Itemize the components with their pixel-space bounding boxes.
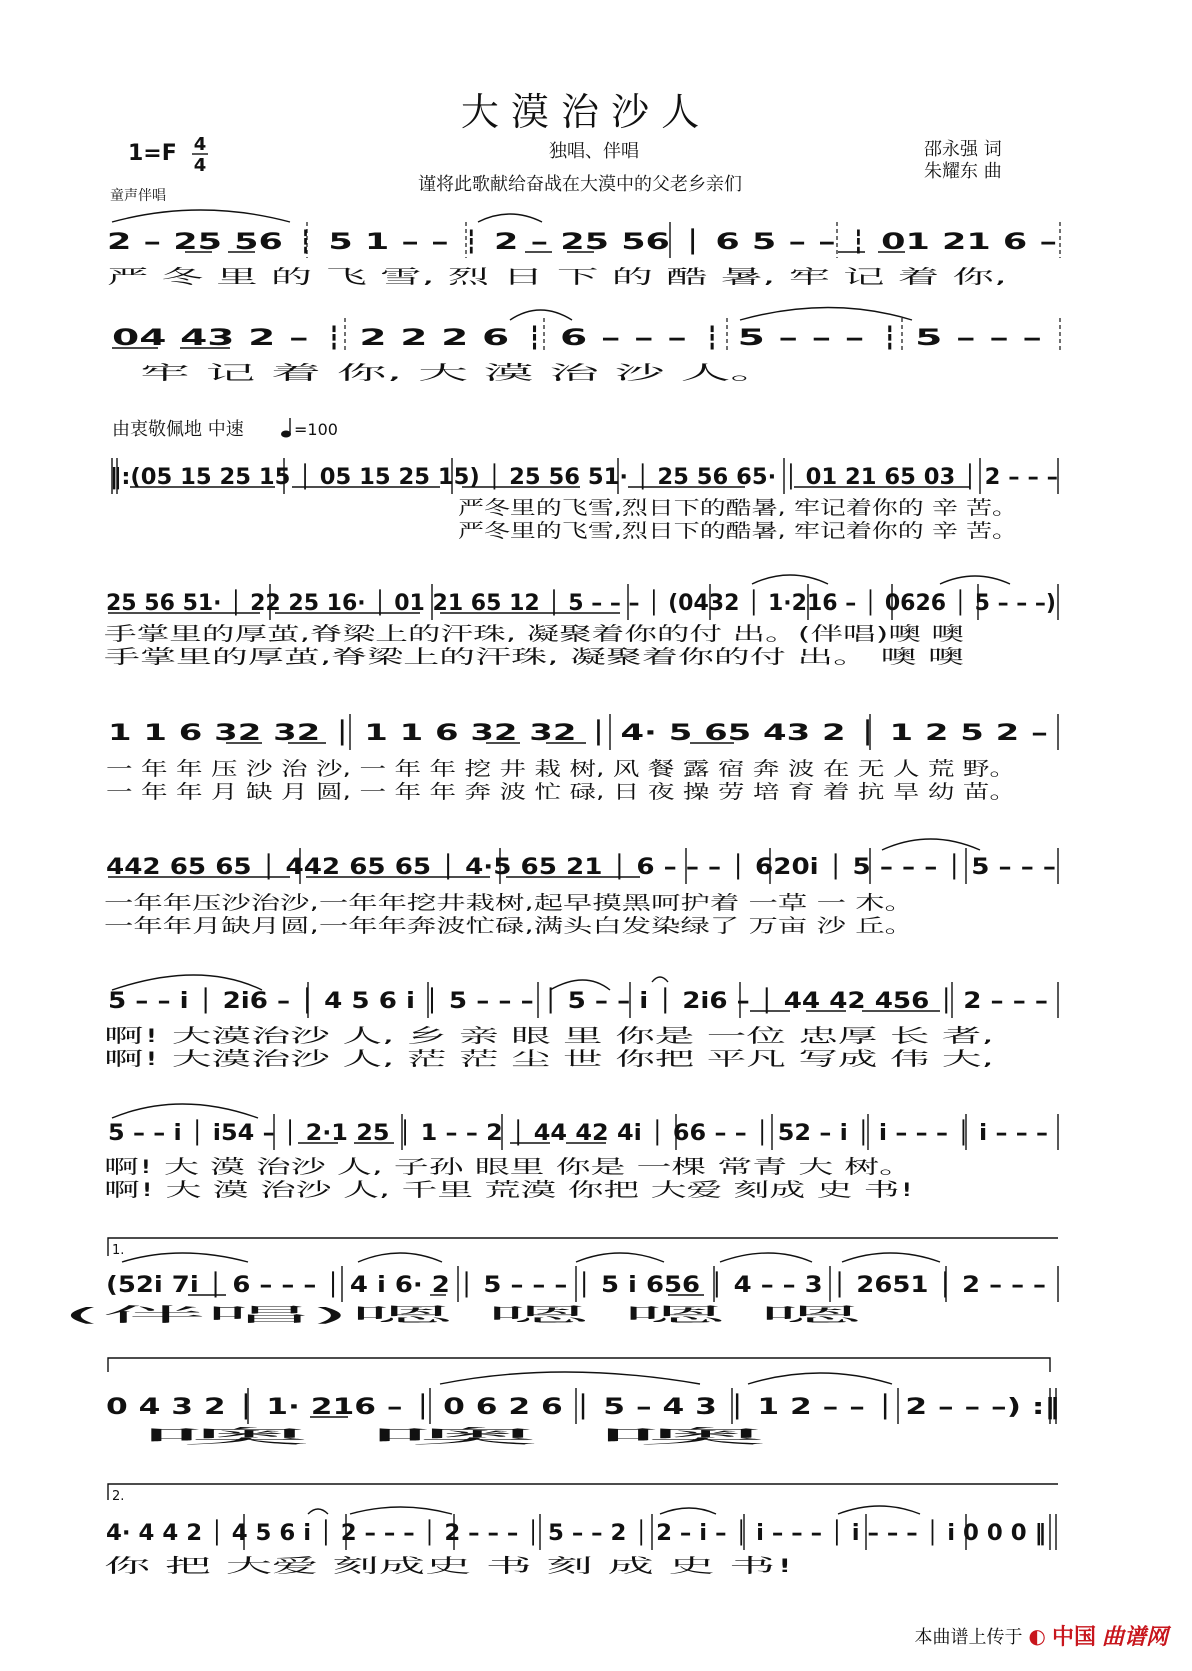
system-11-volta-2 [104,1484,1058,1577]
tempo-bpm: =100 [294,420,338,439]
lyrics-line-1: 一 年 年 压 沙 治 沙, 一 年 年 挖 井 栽 树, 风 餐 露 宿 奔 波 在 无 人 荒 野。 [106,758,758,780]
system-5 [106,714,1058,803]
notation-line: (52i 7i │ 6 – – – │ 4 i 6· 2 │ 5 – – – │ 5 i 656 │ 4 – – 3 │ 2651 │ 2 – – – [106,1273,905,1298]
brand-prefix: 中国 [1051,1625,1096,1650]
system-7 [104,975,1058,1070]
system-6 [104,839,1058,937]
song-title: 大 漠 治 沙 人 [460,90,700,134]
brand-suffix: 曲谱网 [1101,1625,1168,1650]
system-10 [106,1358,1060,1448]
lyrics-line: 噢 噢 噢 [138,1426,768,1448]
lyrics-line-2: 啊! 大漠治沙 人, 茫 茫 尘 世 你把 平凡 写成 伟 大, [104,1048,995,1070]
system-4 [104,575,1058,668]
notation-line: 1 1 6 32 32 │ 1 1 6 32 32 │ 4· 5 65 43 2 │ 1 2 5 2 – [108,721,719,746]
lyrics-line-1: 啊! 大 漠 治沙 人, 子孙 眼里 你是 一棵 常青 大 树。 [104,1156,914,1178]
notation-line: 4· 4 4 2 │ 4 5 6 i │ 2 – – – │ 2 – – – │ 5 – – 2 │ 2 – i – │ i – – – │ i – – – │ i 0 0 0 ‖ [106,1521,1012,1546]
performance-type: 独唱、伴唱 [549,141,639,162]
system-9-volta-1 [62,1238,1058,1326]
system-1 [107,210,1060,288]
system-3 [110,458,1058,542]
time-signature-bottom: 4 [193,155,207,176]
lyrics-line-1: 手掌里的厚茧,脊梁上的汗珠, 凝聚着你的付 出。(伴唱)噢 噢 [104,623,964,645]
tempo-expression: 由衷敬佩地 中速 [112,419,244,440]
dedication: 谨将此歌献给奋战在大漠中的父老乡亲们 [418,174,742,195]
upload-footer [915,1620,1168,1651]
lyrics-line: (伴唱)嗯 嗯 嗯 嗯 [62,1304,868,1326]
notation-line: 0 4 3 2 │ 1· 216 – │ 0 6 2 6 │ 5 – 4 3 │ 1 2 – – │ 2 – – –) :‖ [106,1395,778,1420]
lyrics-line: 你 把 大爱 刻成史 书 刻 成 史 书! [104,1555,794,1577]
notation-line: 25 56 51· │ 22 25 16· │ 01 21 65 12 │ 5 – – – │ (0432 │ 1·216 – │ 0626 │ 5 – – –) [106,591,1056,616]
notation-line: 442 65 65 │ 442 65 65 │ 4·5 65 21 │ 6 – – – │ 620i │ 5 – – – │ 5 – – – [106,855,906,880]
site-logo-icon: ◐ [1028,1623,1046,1648]
notation-line: 2 – 25 56 ┆ 5 1 – – ┆ 2 – 25 56 │ 6 5 – – ┆ 01 21 6 – [107,230,704,255]
time-signature-top: 4 [193,134,207,155]
lyricist-credit: 邵永强 词 [924,139,1002,160]
lyrics-line-2: 一 年 年 月 缺 月 圆, 一 年 年 奔 波 忙 碌, 日 夜 操 劳 培 育 着 抗 旱 幼 苗。 [106,781,1016,803]
lyrics-line-2: 手掌里的厚茧,脊梁上的汗珠, 凝聚着你的付 出。 噢 噢 [104,646,964,668]
notation-line: 04 43 2 – ┆ 2 2 2 6 ┆ 6 – – – ┆ 5 – – – ┆ 5 – – – [112,326,635,351]
system-8 [104,1104,1058,1201]
notation-line: 5 – – i │ 2i6 – │ 4 5 6 i │ 5 – – – │ 5 – – i │ 2i6 – │ 44 42 456 │ 2 – – – [108,989,899,1014]
lyrics-line: 牢 记 着 你, 大 漠 治 沙 人。 [140,362,780,384]
key-label: 1=F [128,141,177,166]
lyrics-line-1: 啊! 大漠治沙 人, 乡 亲 眼 里 你是 一位 忠厚 长 者, [104,1025,995,1047]
notation-line: ‖:(05 15 25 15 │ 05 15 25 15) │ 25 56 51· │ 25 56 65· │ 01 21 65 03 │ 2 – – – [110,465,1032,490]
upload-text: 本曲谱上传于 [914,1626,1023,1648]
lyrics-line-1: 一年年压沙治沙,一年年挖井栽树,起早摸黑呵护着 一草 一 木。 [104,892,914,914]
system-2 [112,308,1060,385]
key-signature [128,134,208,176]
lyrics-line-1: 严冬里的飞雪,烈日下的酷暑, 牢记着你的 辛 苦。 [458,497,1018,519]
notation-line: 5 – – i │ i54 – │ 2·1 25 │ 1 – – 2 │ 44 42 4i │ 66 – – │ 52 – i │ i – – – │ i – – – [108,1121,973,1146]
lyrics-line-2: 啊! 大 漠 治沙 人, 千里 荒漠 你把 大爱 刻成 史 书! [104,1179,914,1201]
lyrics-line-2: 一年年月缺月圆,一年年奔波忙碌,满头白发染绿了 万亩 沙 丘。 [104,915,914,937]
lyrics-line: 严 冬 里 的 飞 雪, 烈 日 下 的 酷 暑, 牢 记 着 你, [107,266,1007,288]
intro-label: 童声伴唱 [110,188,166,204]
lyrics-line-2: 严冬里的飞雪,烈日下的酷暑, 牢记着你的 辛 苦。 [458,520,1018,542]
tempo-marking [112,418,338,440]
volta-number: 2. [112,1489,125,1504]
composer-credit: 朱耀东 曲 [924,161,1002,182]
volta-number: 1. [112,1243,125,1258]
